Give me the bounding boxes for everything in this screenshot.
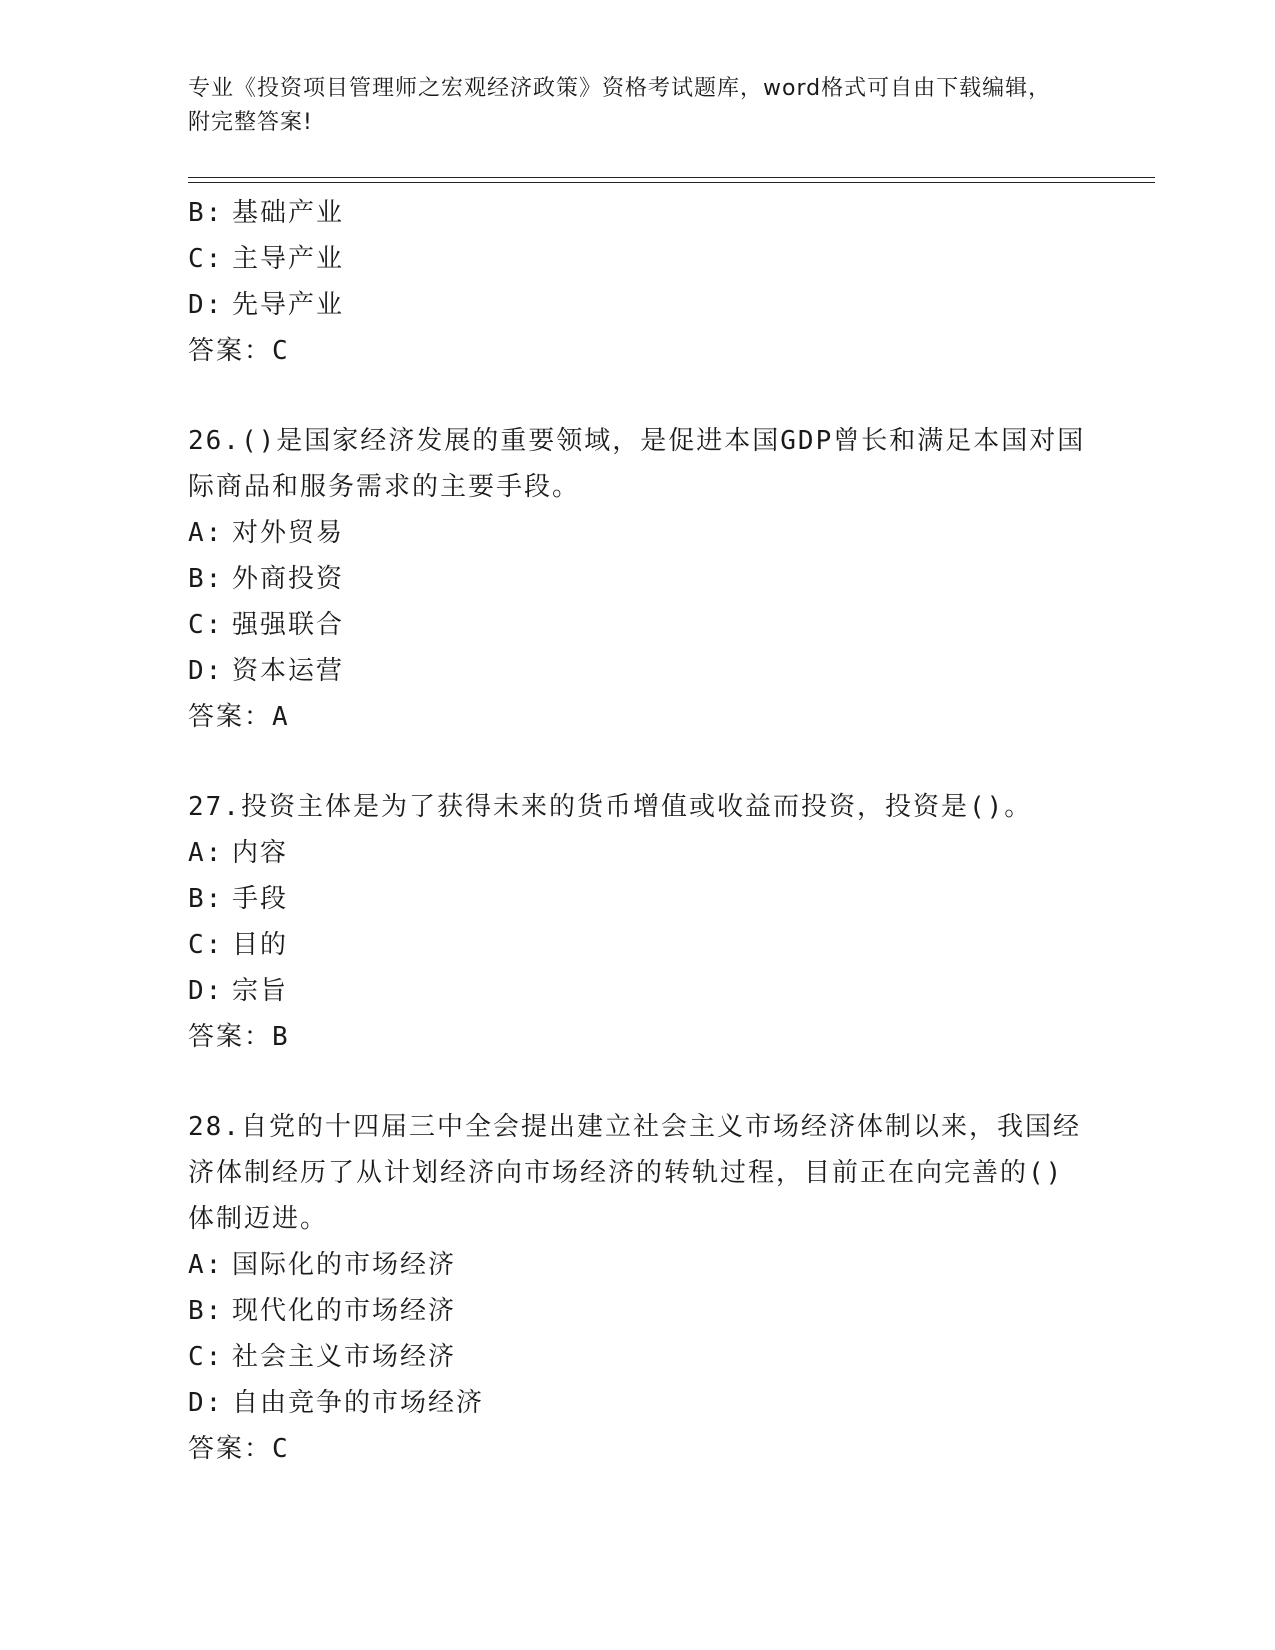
question-26 [188, 418, 1088, 740]
option-text: 手段 [232, 884, 289, 914]
question-25-continued [188, 190, 1088, 374]
header-rule-bottom [188, 182, 1155, 183]
answer-line [188, 328, 1088, 374]
option-label: C: [188, 1342, 224, 1372]
option-text: 宗旨 [232, 976, 289, 1006]
option-d [188, 968, 1088, 1014]
option-label: D: [188, 1388, 224, 1418]
option-d [188, 1380, 1088, 1426]
option-label: C: [188, 930, 224, 960]
answer-value: C [272, 336, 290, 366]
option-text: 主导产业 [232, 244, 345, 274]
question-text: 26.()是国家经济发展的重要领域，是促进本国GDP曾长和满足本国对国际商品和服务需求的主要手段。 [188, 426, 1086, 502]
option-label: C: [188, 244, 224, 274]
option-text: 对外贸易 [232, 518, 345, 548]
option-text: 外商投资 [232, 564, 345, 594]
answer-label: 答案： [188, 336, 273, 366]
answer-value: C [272, 1434, 290, 1464]
option-c [188, 922, 1088, 968]
option-c [188, 236, 1088, 282]
option-text: 自由竞争的市场经济 [232, 1388, 485, 1418]
option-a [188, 510, 1088, 556]
option-label: A: [188, 838, 224, 868]
option-text: 强强联合 [232, 610, 345, 640]
question-27 [188, 784, 1088, 1060]
option-d [188, 648, 1088, 694]
option-text: 先导产业 [232, 290, 345, 320]
answer-label: 答案： [188, 702, 273, 732]
option-a [188, 830, 1088, 876]
option-a [188, 1242, 1088, 1288]
question-text: 27.投资主体是为了获得未来的货币增值或收益而投资，投资是()。 [188, 792, 1033, 822]
option-label: D: [188, 656, 224, 686]
answer-value: B [272, 1022, 290, 1052]
option-label: B: [188, 1296, 224, 1326]
option-b [188, 1288, 1088, 1334]
document-header: 专业《投资项目管理师之宏观经济政策》资格考试题库，word格式可自由下载编辑，附完整答案! [188, 76, 1052, 135]
option-label: A: [188, 1250, 224, 1280]
question-content [188, 190, 1088, 1472]
header-rule-top [188, 177, 1155, 178]
option-text: 资本运营 [232, 656, 345, 686]
question-28 [188, 1104, 1088, 1472]
option-text: 国际化的市场经济 [232, 1250, 457, 1280]
option-label: A: [188, 518, 224, 548]
answer-line [188, 1014, 1088, 1060]
option-c [188, 1334, 1088, 1380]
option-text: 社会主义市场经济 [232, 1342, 457, 1372]
option-d [188, 282, 1088, 328]
option-label: D: [188, 976, 224, 1006]
option-b [188, 190, 1088, 236]
option-b [188, 876, 1088, 922]
option-label: B: [188, 198, 224, 228]
option-b [188, 556, 1088, 602]
answer-label: 答案： [188, 1434, 273, 1464]
answer-label: 答案： [188, 1022, 273, 1052]
answer-line [188, 694, 1088, 740]
question-text: 28.自党的十四届三中全会提出建立社会主义市场经济体制以来，我国经济体制经历了从计划经济向市场经济的转轨过程，目前正在向完善的()体制迈进。 [188, 1112, 1081, 1234]
option-label: C: [188, 610, 224, 640]
option-c [188, 602, 1088, 648]
option-label: D: [188, 290, 224, 320]
option-label: B: [188, 884, 224, 914]
answer-line [188, 1426, 1088, 1472]
option-text: 内容 [232, 838, 289, 868]
option-text: 目的 [232, 930, 289, 960]
option-text: 基础产业 [232, 198, 345, 228]
option-text: 现代化的市场经济 [232, 1296, 457, 1326]
answer-value: A [272, 702, 290, 732]
option-label: B: [188, 564, 224, 594]
